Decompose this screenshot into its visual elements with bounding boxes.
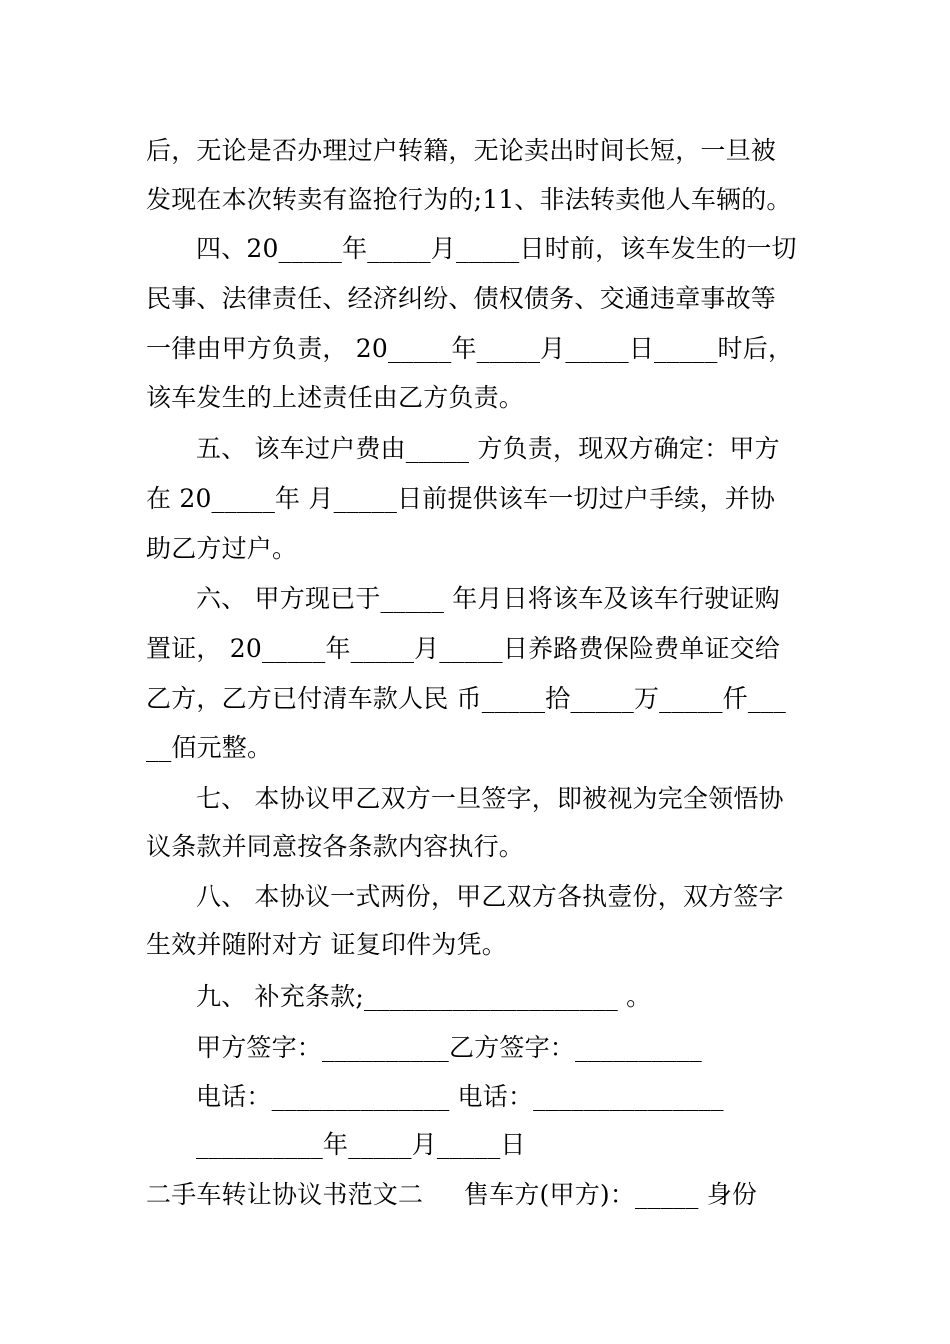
text-line: 助乙方过户。	[146, 534, 298, 563]
text-line: 议条款并同意按各条款内容执行。	[146, 832, 525, 861]
clause-5-line: 五、 该车过户费由_____ 方负责，现双方确定：甲方	[196, 434, 780, 463]
date-line: __________年_____月_____日	[196, 1130, 526, 1159]
text-line: 一律由甲方负责， 20_____年_____月_____日_____时后，	[146, 334, 794, 363]
section-heading-line: 二手车转让协议书范文二 售车方(甲方)：_____ 身份	[146, 1180, 758, 1209]
phone-line: 电话：______________ 电话：_______________	[196, 1082, 724, 1111]
text-line: 该车发生的上述责任由乙方负责。	[146, 383, 525, 412]
text-line: 发现在本次转卖有盗抢行为的;11、非法转卖他人车辆的。	[146, 185, 792, 214]
text-line: 置证， 20_____年_____月_____日养路费保险费单证交给	[146, 634, 781, 663]
signature-line: 甲方签字：__________乙方签字：__________	[196, 1033, 703, 1062]
text-line: __佰元整。	[146, 733, 273, 762]
clause-6-line: 六、 甲方现已于_____ 年月日将该车及该车行驶证购	[196, 584, 780, 613]
clause-9-line: 九、 补充条款;____________________ 。	[196, 982, 652, 1011]
clause-4-line: 四、20_____年_____月_____日时前，该车发生的一切	[196, 234, 797, 263]
text-line: 后，无论是否办理过户转籍，无论卖出时间长短，一旦被	[146, 136, 777, 165]
text-line: 在 20_____年 月_____日前提供该车一切过户手续，并协	[146, 484, 776, 513]
clause-8-line: 八、 本协议一式两份，甲乙双方各执壹份，双方签字	[196, 882, 784, 911]
text-line: 乙方，乙方已付清车款人民 币_____拾_____万_____仟___	[146, 684, 786, 713]
text-line: 民事、法律责任、经济纠纷、债权债务、交通违章事故等	[146, 284, 777, 313]
text-line: 生效并随附对方 证复印件为凭。	[146, 930, 507, 959]
clause-7-line: 七、 本协议甲乙双方一旦签字，即被视为完全领悟协	[196, 784, 784, 813]
